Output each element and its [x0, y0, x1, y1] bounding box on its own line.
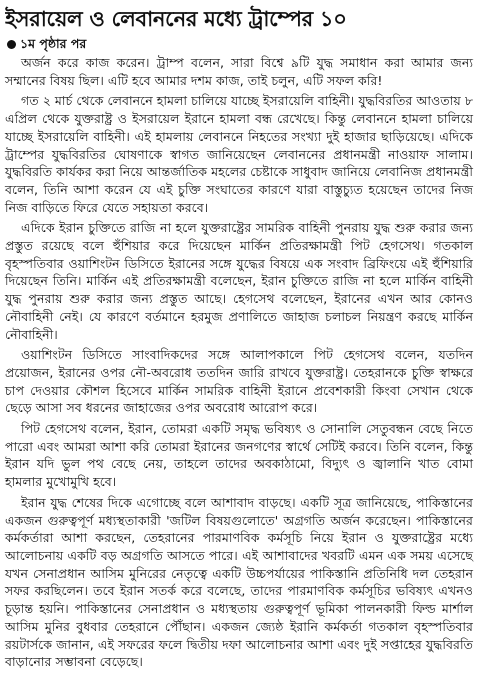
article-paragraph: অর্জন করে কাজ করেন। ট্রাম্প বলেন, সারা বিশ্বে ৯টি যুদ্ধ সমাধান করা আমার জন্য সম্মানের বিষয় ছিল। এটি হবে আমার দশম কাজ, তাই চলুন, এটি সফল করি!: [5, 55, 473, 88]
bullet-icon: [7, 40, 16, 49]
continued-from-text: ১ম পৃষ্ঠার পর: [20, 36, 87, 51]
article-body: [5, 54, 473, 671]
headline: ইসরায়েল ও লেবাননের মধ্যে ট্রাম্পের ১০: [5, 7, 347, 31]
article-paragraph: গত ২ মার্চ থেকে লেবাননে হামলা চালিয়ে যাচ্ছে ইসরায়েলি বাহিনী। যুদ্ধবিরতির আওতায় ৮ এপ্রিল থেকে যুক্তরাষ্ট্র ও ইসরায়েল ইরানে হামলা বন্ধ রেখেছে। কিন্তু লেবাননে হামলা চালিয়ে যাচ্ছে ইসরায়েলি বাহিনী। এই হামলায় লেবাননে নিহতের সংখ্যা দুই হাজার ছাড়িয়েছে। এদিকে ট্রাম্পের যুদ্ধবিরতির ঘোষণাকে স্বাগত জানিয়েছেন লেবাননের প্রধানমন্ত্রী নাওয়াফ সালাম। যুদ্ধবিরতি কার্যকর করা নিয়ে আন্তর্জাতিক মহলের চেষ্টাকে সাধুবাদ জানিয়ে লেবানিজ প্রধানমন্ত্রী বলেন, তিনি আশা করেন যে এই চুক্তি সংঘাতের কারণে যারা বাস্তুচ্যুত হয়েছেন তাদের নিজ নিজ বাড়িতে ফিরে যেতে সহায়তা করবে।: [5, 93, 473, 215]
continued-from-marker: [7, 35, 473, 53]
article-paragraph: ওয়াশিংটন ডিসিতে সাংবাদিকদের সঙ্গে আলাপকালে পিট হেগসেথ বলেন, যতদিন প্রয়োজন, ইরানের ওপর নৌ-অবরোধ ততদিন জারি রাখবে যুক্তরাষ্ট্র। তেহরানকে চুক্তি স্বাক্ষরে চাপ দেওয়ার কৌশল হিসেবে মার্কিন সামরিক বাহিনী ইরানে প্রবেশকারী কিংবা সেখান থেকে ছেড়ে আসা সব ধরনের জাহাজের ওপর অবরোধ আরোপ করে।: [5, 347, 473, 416]
article-paragraph: এদিকে ইরান চুক্তিতে রাজি না হলে যুক্তরাষ্ট্রের সামরিক বাহিনী পুনরায় যুদ্ধ শুরু করার জন্য প্রস্তুত রয়েছে বলে হুঁশিয়ার করে দিয়েছেন মার্কিন প্রতিরক্ষামন্ত্রী পিট হেগসেথ। গতকাল বৃহস্পতিবার ওয়াশিংটন ডিসিতে ইরানের সঙ্গে যুদ্ধের বিষয়ে এক সংবাদ ব্রিফিংয়ে এই হুঁশিয়ারি দিয়েছেন তিনি। মার্কিন এই প্রতিরক্ষামন্ত্রী বলেছেন, ইরান চুক্তিতে রাজি না হলে মার্কিন বাহিনী যুদ্ধ পুনরায় শুরু করার জন্য প্রস্তুত আছে। হেগসেথ বলেছেন, ইরানের এখন আর কোনও নৌবাহিনী নেই। যে কারণে বর্তমানে হরমুজ প্রণালিতে জাহাজ চলাচল নিয়ন্ত্রণ করছে মার্কিন নৌবাহিনী।: [5, 220, 473, 342]
article-paragraph: ইরান যুদ্ধ শেষের দিকে এগোচ্ছে বলে আশাবাদ বাড়ছে। একটি সূত্র জানিয়েছে, পাকিস্তানের একজন গুরুত্বপূর্ণ মধ্যস্থতাকারী 'জটিল বিষয়গুলোতে' অগ্রগতি অর্জন করেছেন। পাকিস্তানের কর্মকর্তারা আশা করছেন, তেহরানের পারমাণবিক কর্মসূচি নিয়ে ইরান ও যুক্তরাষ্ট্রের মধ্যে আলোচনায় একটি বড় অগ্রগতি আসতে পারে। এই আশাবাদের খবরটি এমন এক সময় এসেছে যখন সেনাপ্রধান আসিম মুনিরের নেতৃত্বে একটি উচ্চপর্যায়ের পাকিস্তানি প্রতিনিধি দল তেহরান সফর করছিলেন। তবে ইরান সতর্ক করে বলেছে, তাদের পারমাণবিক কর্মসূচির ভবিষ্যৎ এখনও চূড়ান্ত হয়নি। পাকিস্তানের সেনাপ্রধান ও মধ্যস্থতায় গুরুত্বপূর্ণ ভূমিকা পালনকারী ফিল্ড মার্শাল আসিম মুনির বুধবার তেহরানে পৌঁছান। একজন জ্যেষ্ঠ ইরানি কর্মকর্তা গতকাল বৃহস্পতিবার রয়টার্সকে জানান, এই সফরের ফলে দ্বিতীয় দফা আলোচনার আশা এবং দুই সপ্তাহের যুদ্ধবিরতি বাড়ানোর সম্ভাবনা বেড়েছে।: [5, 494, 473, 670]
article-paragraph: পিট হেগসেথ বলেন, ইরান, তোমরা একটি সমৃদ্ধ ভবিষ্যৎ ও সোনালি সেতুবন্ধন বেছে নিতে পারো এবং আমরা আশা করি তোমরা ইরানের জনগণের স্বার্থে সেটিই করবে। তিনি বলেন, কিন্তু ইরান যদি ভুল পথ বেছে নেয়, তাহলে তাদের অবকাঠামো, বিদ্যুৎ ও জ্বালানি খাত বোমা হামলার মুখোমুখি হবে।: [5, 421, 473, 490]
